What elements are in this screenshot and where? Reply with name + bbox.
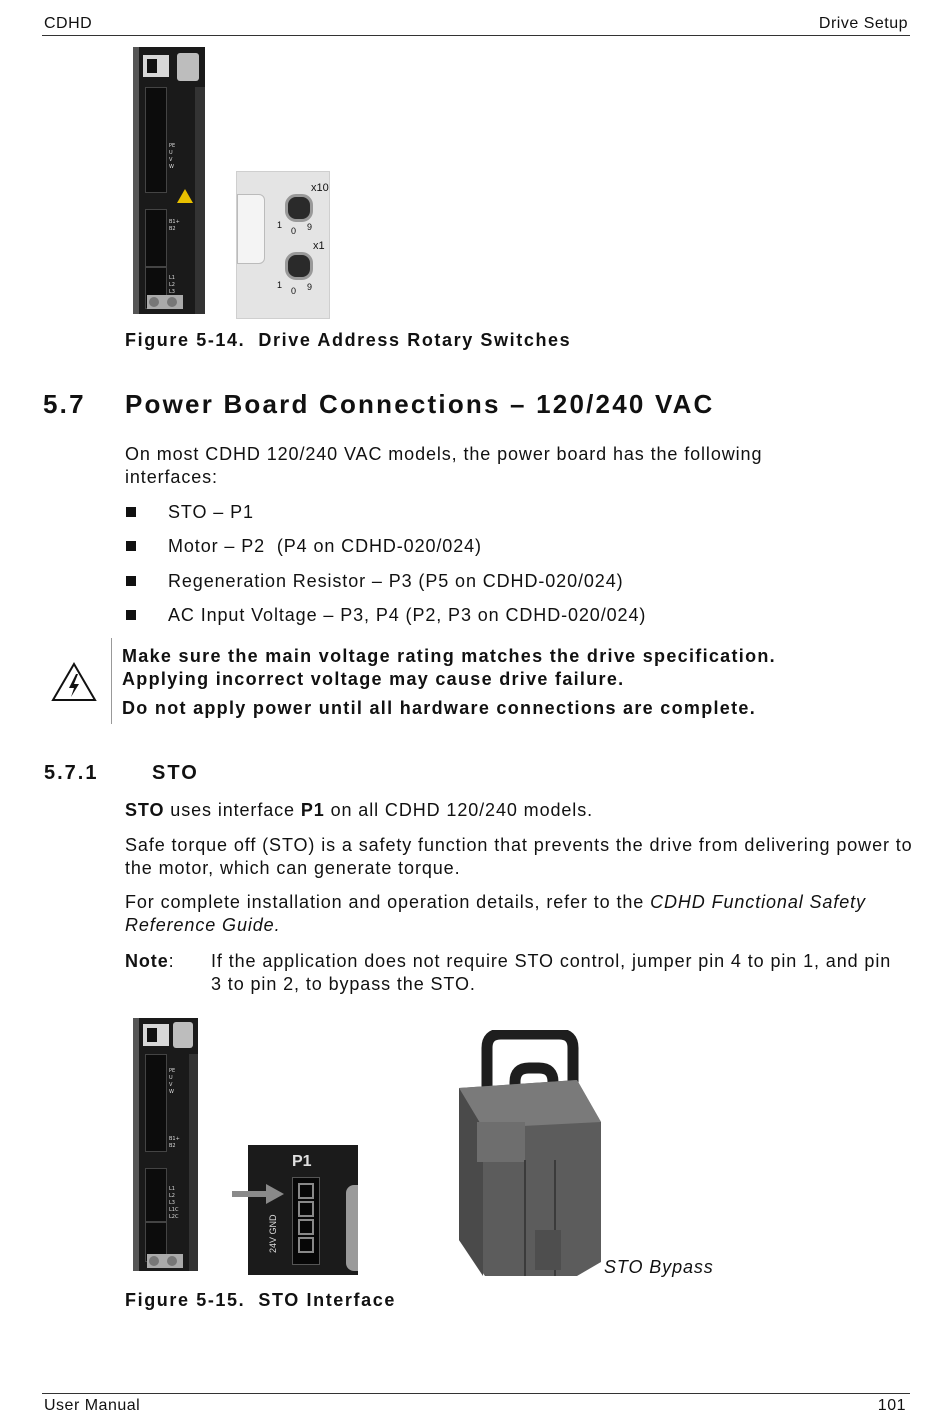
drive-front-image-2: PE U V W B1+ B2 L1 L2 L3 L1C L2C — [133, 1018, 198, 1271]
sto-paragraph-2: Safe torque off (STO) is a safety function that prevents the drive from delivering power to the motor, which can generate torque. — [125, 835, 913, 878]
section-5-7-number: 5.7 — [43, 389, 86, 419]
figure-5-15-caption: Figure 5-15. STO Interface — [125, 1290, 396, 1310]
list-item: AC Input Voltage – P3, P4 (P2, P3 on CDHD-020/024) — [168, 605, 647, 625]
label-nine-b: 9 — [307, 282, 313, 292]
warning-divider — [111, 638, 112, 724]
warning-line-1: Make sure the main voltage rating matches the drive specification. — [122, 646, 776, 666]
sto-bypass-plug-image — [455, 1030, 605, 1278]
p1-label: P1 — [292, 1153, 312, 1170]
bullet-square — [126, 507, 136, 517]
note-label: Note: — [125, 951, 175, 971]
warning-line-2: Applying incorrect voltage may cause drive failure. — [122, 669, 625, 689]
list-item: Motor – P2 (P4 on CDHD-020/024) — [168, 536, 482, 556]
label-nine-a: 9 — [307, 222, 313, 232]
footer-rule — [42, 1393, 910, 1394]
warning-high-voltage-icon — [51, 662, 97, 702]
bullet-square — [126, 541, 136, 551]
label-zero-b: 0 — [291, 286, 297, 296]
figure-5-14-caption: Figure 5-14. Drive Address Rotary Switches — [125, 330, 572, 350]
section-5-7-title: Power Board Connections – 120/240 VAC — [125, 389, 715, 419]
note-text: If the application does not require STO control, jumper pin 4 to pin 1, and pin 3 to pin 2, to bypass the STO. — [211, 951, 892, 994]
label-x1: x1 — [313, 240, 325, 252]
arrow-icon — [232, 1184, 284, 1204]
section-5-7-1-number: 5.7.1 — [44, 762, 99, 784]
label-one-b: 1 — [277, 280, 283, 290]
header-left: CDHD — [44, 15, 93, 32]
header-right: Drive Setup — [818, 15, 908, 32]
footer-left: User Manual — [44, 1397, 141, 1414]
rotary-switches-image — [236, 171, 330, 319]
rotary-switch-tens — [285, 194, 313, 222]
sto-paragraph-1: STO uses interface P1 on all CDHD 120/240 models. — [125, 800, 594, 820]
drive-front-image: PE U V W B1+ B2 L1 L2 L3 — [133, 47, 205, 314]
drive-labels: PE U V W — [169, 143, 176, 170]
bullet-square — [126, 576, 136, 586]
warning-line-3: Do not apply power until all hardware connections are complete. — [122, 698, 757, 718]
sto-bypass-label: STO Bypass — [604, 1257, 714, 1277]
list-item: STO – P1 — [168, 502, 254, 522]
rotary-switch-ones — [285, 252, 313, 280]
bullet-square — [126, 610, 136, 620]
page-number: 101 — [877, 1397, 906, 1414]
section-5-7-1-title: STO — [152, 762, 199, 784]
header-rule — [42, 35, 910, 36]
label-x10: x10 — [311, 182, 329, 194]
list-item: Regeneration Resistor – P3 (P5 on CDHD-020/024) — [168, 571, 624, 591]
label-one-a: 1 — [277, 220, 283, 230]
p1-side-label: 24V GND — [268, 1214, 278, 1253]
section-5-7-intro: On most CDHD 120/240 VAC models, the power board has the following interfaces: — [125, 444, 763, 487]
sto-paragraph-3: For complete installation and operation details, refer to the CDHD Functional Safety Reference Guide. — [125, 892, 866, 935]
label-zero-a: 0 — [291, 226, 297, 236]
p1-connector-image — [248, 1145, 358, 1275]
